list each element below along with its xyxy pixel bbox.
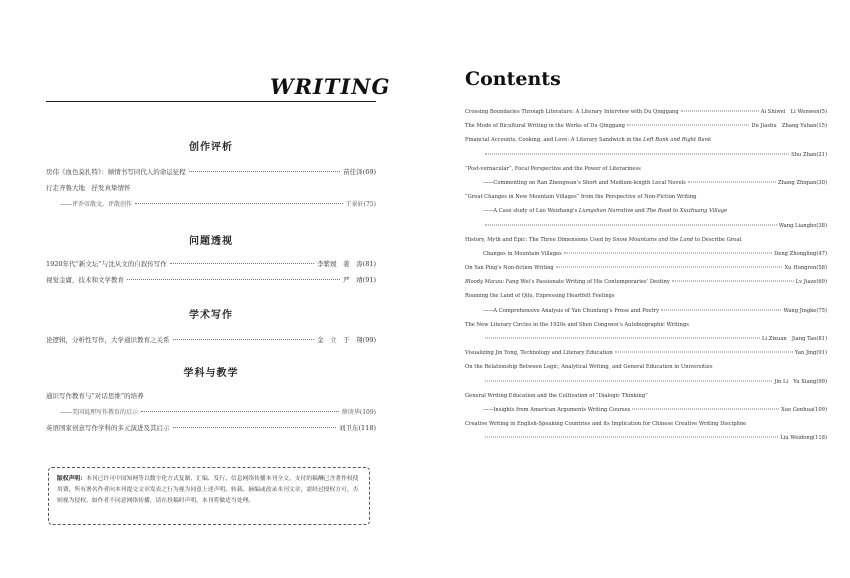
toc-entry[interactable]: [465, 265, 827, 272]
entry-title: Roaming the Land of Qilu, Expressing Heartfelt Feelings: [465, 293, 615, 300]
entry-author-page: 王景轩(75): [345, 201, 376, 208]
leader-dots: [485, 338, 760, 339]
entry-title: 论逻辑，分析性写作，大学通识教育之关系: [46, 336, 170, 344]
toc-entry[interactable]: [465, 393, 827, 400]
entry-author-page: Liu Weidong(118): [780, 435, 827, 442]
entry-title: Bloody Macau: Fang Wei’s Passionate Writing of His Contemporaries’ Destiny: [465, 279, 670, 286]
section-heading: 创作评析: [189, 142, 233, 153]
toc-entry[interactable]: [465, 322, 827, 329]
toc-entry[interactable]: [465, 152, 827, 159]
entry-title: 视觉金庸，技术和文学教育: [46, 276, 124, 284]
leader-dots: [173, 339, 315, 340]
section-heading: 问题透视: [189, 236, 233, 247]
section-heading: 学术写作: [189, 310, 233, 321]
toc-entry[interactable]: [465, 137, 827, 144]
journal-header: WRITING: [270, 74, 391, 99]
entry-author-page: Ai Shiwei Li Wenwen(5): [760, 109, 827, 115]
entry-title: General Writing Education and the Cultivation of “Dialogic Thinking”: [465, 392, 648, 399]
toc-entry[interactable]: [465, 421, 827, 428]
leader-dots: [485, 224, 777, 225]
header-rule: [46, 101, 376, 102]
leader-dots: [615, 352, 793, 353]
right-page: [425, 0, 850, 578]
entry-title: 行走齐鲁大地 抒发真挚情怀: [46, 184, 131, 192]
entry-author-page: Yan Jing(91): [794, 350, 827, 357]
entry-author-page: 李紫媛 姜 涛(81): [317, 260, 376, 268]
entry-author-page: Du Jiashu Zhang Yuhan(15): [751, 123, 827, 130]
entry-title: The Mode of Bicultural Writing in the Works of Du Qinggang: [465, 123, 625, 130]
toc-entry[interactable]: [465, 350, 827, 357]
entry-title: Financial Accounts, Cooking, and Love: A Literary Sandwich in the Left Bank and Right Bank: [465, 137, 712, 144]
toc-entry[interactable]: [465, 364, 827, 371]
toc-entry[interactable]: [465, 379, 827, 386]
leader-dots: [189, 171, 340, 172]
entry-title: The New Literary Circles in the 1920s and Shen Congwen’s Autobiographic Writings: [465, 321, 689, 328]
entry-title: 房伟《血色莫扎特》：倾情书写同代人的命运征程: [46, 168, 186, 176]
entry-author-page: Xue Genhua(109): [780, 406, 827, 413]
entry-author-page: Xu Hongren(58): [784, 265, 827, 272]
entry-author-page: 刘卫东(118): [339, 424, 376, 432]
entry-title: ——Commenting on Ran Zhengwan’s Short and Medium-length Local Novels: [483, 179, 686, 186]
toc-entry[interactable]: [465, 293, 827, 300]
leader-dots: [556, 267, 783, 268]
leader-dots: [135, 203, 343, 204]
toc-entry[interactable]: [465, 407, 827, 414]
entry-author-page: Zhang Zhiqian(30): [777, 179, 827, 186]
leader-dots: [627, 125, 749, 126]
entry-author-page: Wang Liangbo(38): [778, 222, 827, 229]
leader-dots: [485, 437, 778, 438]
entry-title: ——Insights from American Arguments Writing Courses: [483, 406, 631, 413]
entry-title: 1920年代“新文坛”与沈从文的自叙传写作: [46, 260, 167, 268]
leader-dots: [170, 263, 314, 264]
copyright-notice: [48, 467, 370, 525]
copyright-label: 版权声明：: [57, 476, 86, 482]
leader-dots: [688, 181, 776, 182]
toc-entry[interactable]: [46, 260, 376, 269]
entry-title: Crossing Boundaries Through Literature: A Literary Interview with Du Qinggang: [465, 109, 679, 115]
entry-author-page: Li Zixuan Jiang Tao(81): [762, 336, 827, 342]
section-list: [46, 336, 376, 352]
toc-entry[interactable]: [465, 279, 827, 286]
leader-dots: [661, 309, 781, 310]
entry-title: Changes in Mountain Villages: [483, 250, 562, 257]
entry-title: ——美国说理写作教育的启示: [60, 409, 139, 416]
entry-title: 英语国家创意写作学科的多元演进及其启示: [46, 424, 170, 432]
copyright-text: 本刊已许可中国知网等以数字化方式复制、汇编、发行、信息网络传播本刊全文。支付的稿酬已含著作权使用费，所有署名作者向本刊提交文章发表之行为视为同意上述声明。转载、摘编或改录本刊文章，需经过授权方可，否则视为侵权。如作者不同意网络传播，请在投稿时声明，本刊将做适当处理。: [57, 476, 359, 504]
toc-entry[interactable]: [46, 168, 376, 177]
contents-title: Contents: [465, 68, 561, 90]
entry-author-page: Lv Jiaze(69): [795, 279, 827, 286]
toc-entry[interactable]: [465, 336, 827, 343]
entry-title: Visualizing Jin Yong, Technology and Literary Education: [465, 350, 613, 357]
leader-dots: [681, 111, 759, 112]
entry-title: 通识写作教育与“对话思维”的培养: [46, 392, 144, 400]
leader-dots: [173, 427, 337, 428]
entry-author-page: Jin Li Yu Xiang(99): [774, 378, 827, 385]
section-heading: 学科与教学: [183, 368, 239, 379]
toc-entry[interactable]: [46, 200, 376, 209]
entry-title: “Great Changes in New Mountain Villages” from the Perspective of Non-Fiction Writing: [465, 194, 697, 201]
entry-title: Creative Writing in English-Speaking Countries and its Implication for Chinese Creative Writing Discipline: [465, 421, 747, 428]
toc-entry[interactable]: [46, 184, 376, 193]
toc-entry[interactable]: [465, 123, 827, 130]
toc-entry[interactable]: [465, 251, 827, 258]
entry-author-page: Wang Jingke(75): [783, 307, 827, 314]
entry-title: History, Myth and Epic: The Three Dimensions Used by Snow Mountains and the Land to Describe Great: [465, 236, 742, 243]
toc-entry[interactable]: [46, 408, 376, 417]
toc-entry[interactable]: [465, 308, 827, 315]
toc-entry[interactable]: [465, 166, 827, 173]
toc-entry[interactable]: [46, 336, 376, 345]
leader-dots: [485, 153, 789, 154]
leader-dots: [485, 380, 772, 381]
toc-entry[interactable]: [46, 424, 376, 433]
leader-dots: [632, 408, 779, 409]
toc-entry[interactable]: [465, 435, 827, 442]
entry-title: “Post-vernacular”, Focal Perspective and the Power of Literariness: [465, 165, 641, 172]
entry-title: ——A Comprehensive Analysis of Yan Chunfang’s Prose and Poetry: [483, 307, 660, 314]
entry-title: On the Relationship Between Logic, Analytical Writing, and General Education in Universities: [465, 364, 713, 371]
toc-entry[interactable]: [46, 392, 376, 401]
entry-title: On Yan Ping’s Non-fiction Writing: [465, 265, 554, 272]
entry-author-page: Deng Zhongling(47): [774, 250, 827, 257]
section-list: [46, 392, 376, 440]
entry-author-page: 苗佳泽(69): [343, 168, 376, 176]
section-list: [46, 260, 376, 292]
toc-entry[interactable]: [465, 237, 827, 244]
entry-author-page: 严 靖(91): [343, 276, 376, 284]
entry-title: ——A Case study of Luo Weizhang’s Liangshan Narrative and The Road to Xiazhuang Village: [483, 208, 728, 215]
leader-dots: [127, 279, 340, 280]
leader-dots: [672, 281, 794, 282]
english-toc: [465, 109, 827, 450]
entry-title: ——评乔帝散文，评散创作: [60, 201, 133, 208]
toc-entry[interactable]: [465, 208, 827, 215]
toc-entry[interactable]: [465, 180, 827, 187]
entry-author-page: 薛庚华(109): [341, 409, 376, 416]
entry-author-page: 金 立 于 翔(99): [317, 336, 376, 344]
leader-dots: [141, 411, 339, 412]
toc-entry[interactable]: [465, 194, 827, 201]
section-list: [46, 168, 376, 216]
toc-entry[interactable]: [465, 109, 827, 116]
leader-dots: [564, 252, 772, 253]
toc-entry[interactable]: [465, 223, 827, 230]
entry-author-page: Shu Zhan(21): [791, 151, 827, 158]
toc-entry[interactable]: [46, 276, 376, 285]
